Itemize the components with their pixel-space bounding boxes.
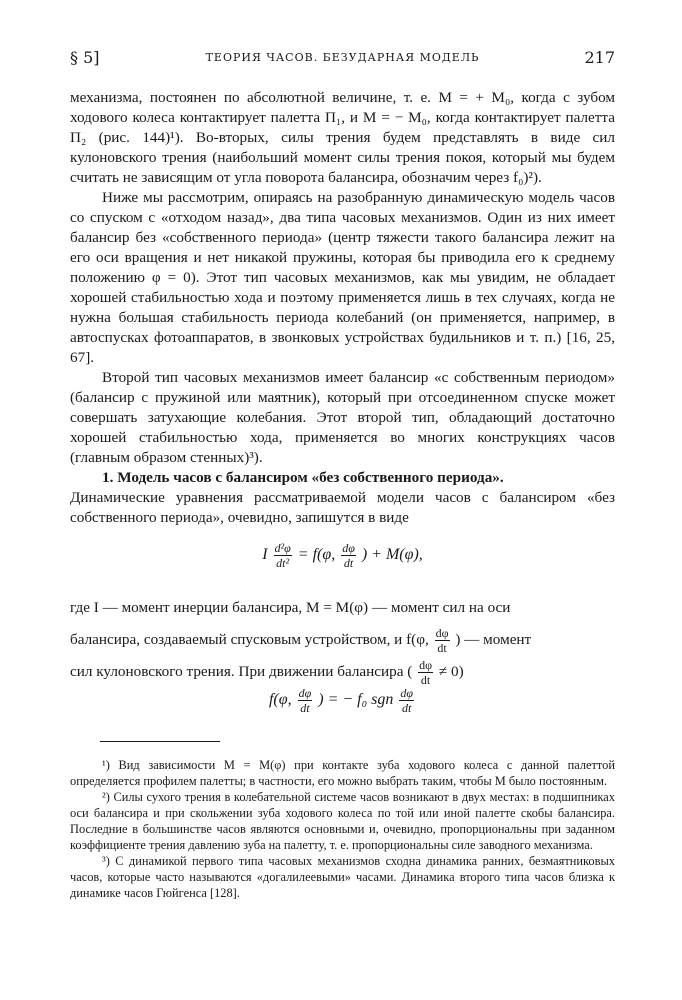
running-header [70,48,615,72]
eq1-denominator-2: dt [343,556,354,570]
eq1-tail: ) + M(φ), [361,546,423,564]
eq2-fraction-2 [399,686,414,715]
page-number: 217 [584,48,615,67]
after-eq-line-2b: ) — момент [455,631,532,648]
after-eq-line-3 [70,656,615,688]
paragraph-2: Ниже мы рассмотрим, опираясь на разобранную динамическую модель часов со спуском с «отходом назад», два типа часовых механизмов. Один из них имеет балансир без «собственного периода» (центр тяжести такого балансира лежит на его оси вращения и нет никакой пружины, которая бы приводила его к среднему положению φ = 0). Этот тип часовых механизмов, как мы увидим, не обладает хорошей стабильностью хода и поэтому применяется лишь в тех случаях, когда не нужна большая стабильность периода колебаний (он применяется, например, в автоспусках фотоаппаратов, в звонковых устройствах будильников и т. п.) [16, 25, 67]. [70,189,615,366]
after-eq-frac-num-1: dφ [435,626,449,641]
equation-friction [70,686,615,715]
eq1-numerator-2: dφ [342,541,355,555]
footnote-2: ²) Силы сухого трения в колебательной системе часов возникают в двух местах: в подшипниках оси балансира и при скольжении зуба ходового колеса по той или иной палетте скобы балансира. Последние в большинстве часов являются основными и, очевидно, пропорциональны при заданном коэффициенте трения давлению зуба на палетту, т. е. пропорциональны силе заводного механизма. [70,790,615,852]
after-eq-frac-num-2: dφ [419,658,433,673]
eq1-inertia: I [262,546,268,564]
eq2-denominator: dt [300,701,310,715]
eq2-fraction-1 [298,686,313,715]
footnotes [70,757,615,901]
running-title: ТЕОРИЯ ЧАСОВ. БЕЗУДАРНАЯ МОДЕЛЬ [205,51,480,64]
after-eq-line-1: где I — момент инерции балансира, M = M(φ) — момент сил на оси [70,599,511,616]
after-eq-fraction-1 [435,626,450,655]
section-title: 1. Модель часов с балансиром «без собственного периода». [102,469,504,486]
after-eq-line-3a: сил кулоновского трения. При движении балансира ( [70,663,413,680]
footnote-1: ¹) Вид зависимости M = M(φ) при контакте зуба ходового колеса с данной палеттой определяется профилем палетты; в частности, его можно выбрать таким, чтобы M было постоянным. [70,758,615,788]
eq1-numerator: d²φ [274,541,291,555]
eq2-denominator-2: dt [402,701,412,715]
after-eq-fraction-2 [418,658,433,687]
after-eq-frac-den-2: dt [420,673,431,688]
paragraph-4: Динамические уравнения рассматриваемой модели часов с балансиром «без собственного периода», очевидно, запишутся в виде [70,489,615,526]
after-eq-line-3b: ≠ 0) [438,663,464,680]
after-eq-line-2 [70,624,615,656]
text-after-equation [70,592,615,688]
after-eq-line-2a: балансира, создаваемый спусковым устройством, и f(φ, [70,631,429,648]
eq2-numerator: dφ [298,686,312,700]
footnote-divider [100,741,220,742]
equation-motion [70,541,615,570]
eq1-denominator: dt² [276,556,290,570]
paragraph-1: механизма, постоянен по абсолютной величине, т. е. M = + M₀, когда с зубом ходового колеса контактирует палетта Π₁, и M = − M₀, когда контактирует палетта Π₂ (рис. 144)¹). Во-вторых, силы трения будем представлять в виде сил кулоновского трения (наибольший момент силы трения покоя, который мы будем считать не зависящим от угла поворота балансира, обозначим через f₀)²). [70,89,615,186]
after-eq-frac-den-1: dt [437,641,447,656]
paragraph-3: Второй тип часовых механизмов имеет балансир «с собственным периодом» (балансир с пружиной или маятник), который при отсоединенном спуске может совершать затухающие колебания. Этот второй тип, обладающий достаточно хорошей стабильностью хода, применяется во многих конструкциях часов (главным образом стенных)³). [70,369,615,466]
main-text [70,88,615,528]
eq2-numerator-2: dφ [400,686,414,700]
eq1-fraction-second-derivative [274,541,292,570]
footnote-3: ³) С динамикой первого типа часовых механизмов сходна динамика ранних, безмаятниковых часов, которые часто называются «догалилеевыми» часами. Динамика второго типа часов близка к динамике часов Гюйгенса [128]. [70,854,615,900]
eq2-middle: ) = − f₀ sgn [318,691,394,709]
eq2-head: f(φ, [268,691,292,709]
section-marker: § 5] [70,48,100,67]
eq1-middle: = f(φ, [297,546,336,564]
eq1-fraction-first-derivative [341,541,356,570]
